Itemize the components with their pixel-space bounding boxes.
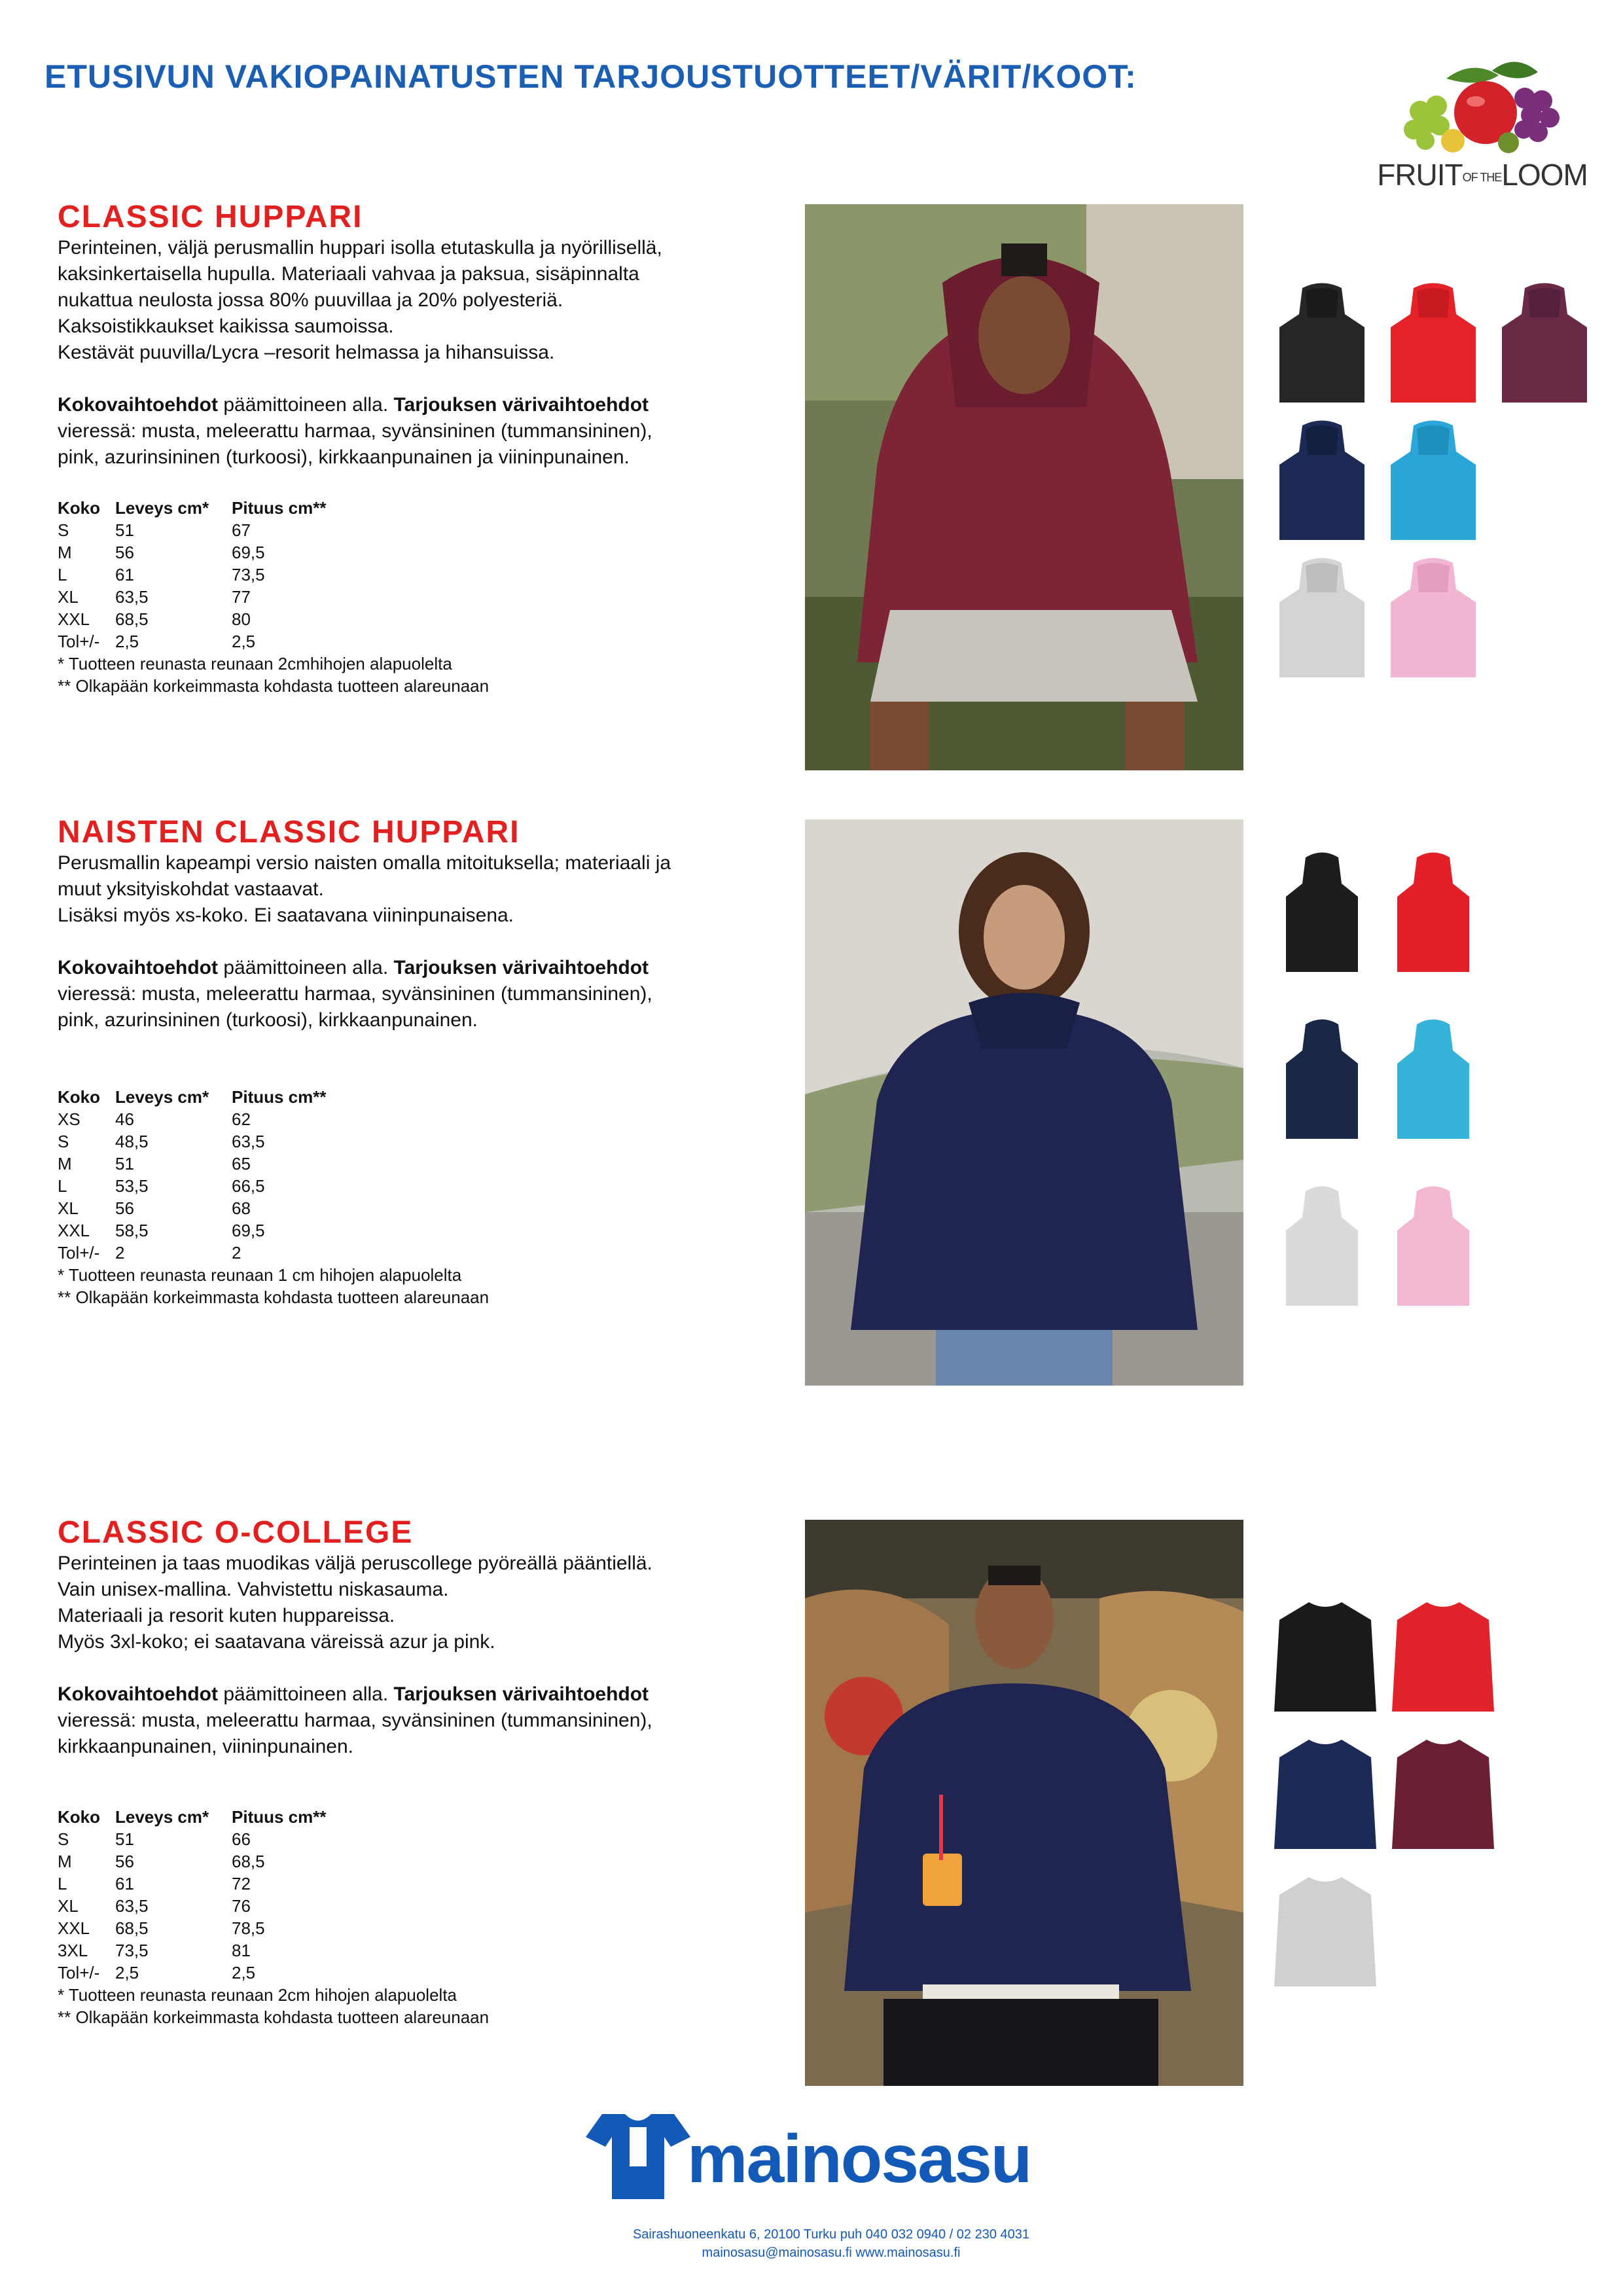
table-row: XL 63,5 77 bbox=[58, 587, 251, 607]
description-line: Vain unisex-mallina. Vahvistettu niskasauma. bbox=[58, 1579, 449, 1600]
table-row: XS 46 62 bbox=[58, 1109, 251, 1129]
table-row: XL 56 68 bbox=[58, 1198, 251, 1218]
swatch-pink bbox=[1387, 556, 1479, 681]
table-row: S 51 67 bbox=[58, 520, 251, 540]
table-row: Tol+/- 2,5 2,5 bbox=[58, 1963, 256, 1982]
section-title: NAISTEN CLASSIC HUPPARI bbox=[58, 815, 520, 850]
table-row: L 61 73,5 bbox=[58, 565, 265, 584]
table-row: XL 63,5 76 bbox=[58, 1896, 251, 1916]
section-classic-huppari bbox=[58, 200, 777, 697]
table-row: S 51 66 bbox=[58, 1829, 251, 1849]
swatch-black bbox=[1276, 851, 1368, 975]
table-row: Tol+/- 2,5 2,5 bbox=[58, 632, 256, 651]
footer-address: Sairashuoneenkatu 6, 20100 Turku puh 040 032 0940 / 02 230 4031 mainosasu@mainosasu.fi www.mainosasu.fi bbox=[632, 2227, 1030, 2260]
table-row: M 51 65 bbox=[58, 1154, 251, 1174]
description-line: kaksinkertaisella hupulla. Materiaali vahvaa ja paksua, sisäpinnalta bbox=[58, 263, 639, 285]
size-table bbox=[58, 1806, 363, 1984]
tshirt-logo-icon bbox=[582, 2108, 694, 2206]
swatch-red bbox=[1391, 1597, 1495, 1715]
footnote: ** Olkapään korkeimmasta kohdasta tuotteen alareunaan bbox=[58, 676, 490, 696]
page-title: ETUSIVUN VAKIOPAINATUSTEN TARJOUSTUOTTEET/VÄRIT/KOOT: bbox=[45, 58, 1137, 95]
fruit-logo-icon bbox=[1374, 52, 1590, 157]
section-title: CLASSIC O-COLLEGE bbox=[58, 1515, 414, 1550]
table-row: M 56 69,5 bbox=[58, 543, 265, 562]
description-line: Perinteinen ja taas muodikas väljä peruscollege pyöreällä pääntiellä. bbox=[58, 1552, 652, 1574]
table-row: XXL 58,5 69,5 bbox=[58, 1221, 265, 1240]
colors-line: vieressä: musta, meleerattu harmaa, syvänsininen (tummansininen), bbox=[58, 1710, 652, 1731]
description-line: Kestävät puuvilla/Lycra –resorit helmassa ja hihansuissa. bbox=[58, 342, 555, 363]
footnote: * Tuotteen reunasta reunaan 2cm hihojen alapuolelta bbox=[58, 1985, 457, 2005]
swatch-azure bbox=[1387, 419, 1479, 543]
description-line: Myös 3xl-koko; ei saatavana väreissä azur ja pink. bbox=[58, 1631, 495, 1653]
description-line: Kaksoistikkaukset kaikissa saumoissa. bbox=[58, 315, 394, 337]
options-line: Kokovaihtoehdot päämittoineen alla. Tarjouksen värivaihtoehdot bbox=[58, 957, 649, 978]
colors-line: vieressä: musta, meleerattu harmaa, syvänsininen (tummansininen), bbox=[58, 420, 652, 442]
footnote: * Tuotteen reunasta reunaan 2cmhihojen alapuolelta bbox=[58, 654, 452, 673]
swatch-burgundy bbox=[1499, 281, 1590, 406]
footer-mainosasu bbox=[576, 2094, 1073, 2278]
table-row: M 56 68,5 bbox=[58, 1852, 265, 1871]
table-row: L 61 72 bbox=[58, 1874, 251, 1893]
section-classic-o-college bbox=[58, 1515, 777, 2028]
fruit-of-the-loom-logo bbox=[1374, 52, 1590, 196]
swatch-black bbox=[1273, 1597, 1378, 1715]
colors-line: vieressä: musta, meleerattu harmaa, syvänsininen (tummansininen), bbox=[58, 983, 652, 1005]
description-line: Perinteinen, väljä perusmallin huppari isolla etutaskulla ja nyörillisellä, bbox=[58, 237, 662, 259]
table-row: Tol+/- 2 2 bbox=[58, 1243, 241, 1263]
table-row: 3XL 73,5 81 bbox=[58, 1941, 251, 1960]
description-line: muut yksityiskohdat vastaavat. bbox=[58, 878, 324, 900]
size-table bbox=[58, 1086, 363, 1264]
product-photo-woman-hoodie bbox=[805, 819, 1243, 1386]
description-line: nukattua neulosta jossa 80% puuvillaa ja 20% polyesteriä. bbox=[58, 289, 563, 311]
table-row: XXL 68,5 80 bbox=[58, 609, 251, 629]
description-line: Lisäksi myös xs-koko. Ei saatavana viininpunaisena. bbox=[58, 905, 514, 926]
options-line: Kokovaihtoehdot päämittoineen alla. Tarjouksen värivaihtoehdot bbox=[58, 394, 649, 416]
swatch-navy bbox=[1273, 1734, 1378, 1852]
footnote: * Tuotteen reunasta reunaan 1 cm hihojen alapuolelta bbox=[58, 1265, 462, 1285]
product-photo-man-sweatshirt bbox=[805, 1520, 1243, 2086]
swatch-heather-grey bbox=[1273, 1872, 1378, 1990]
swatch-burgundy bbox=[1391, 1734, 1495, 1852]
swatch-navy bbox=[1276, 1018, 1368, 1142]
table-row: S 48,5 63,5 bbox=[58, 1132, 265, 1151]
description-line: Perusmallin kapeampi versio naisten omalla mitoituksella; materiaali ja bbox=[58, 852, 671, 874]
table-row: L 53,5 66,5 bbox=[58, 1176, 265, 1196]
options-line: Kokovaihtoehdot päämittoineen alla. Tarjouksen värivaihtoehdot bbox=[58, 1683, 649, 1705]
size-table-header: Koko Leveys cm* Pituus cm** bbox=[58, 1807, 327, 1827]
swatch-navy bbox=[1276, 419, 1368, 543]
swatch-heather-grey bbox=[1276, 556, 1368, 681]
section-naisten-classic-huppari bbox=[58, 815, 777, 1308]
product-photo-man-hoodie bbox=[805, 204, 1243, 770]
table-row: XXL 68,5 78,5 bbox=[58, 1918, 265, 1938]
swatch-red bbox=[1387, 851, 1479, 975]
size-table-header: Koko Leveys cm* Pituus cm** bbox=[58, 498, 327, 518]
section-title: CLASSIC HUPPARI bbox=[58, 200, 363, 234]
colors-line: pink, azurinsininen (turkoosi), kirkkaanpunainen ja viininpunainen. bbox=[58, 446, 630, 468]
swatch-red bbox=[1387, 281, 1479, 406]
colors-line: pink, azurinsininen (turkoosi), kirkkaanpunainen. bbox=[58, 1009, 478, 1031]
swatch-black bbox=[1276, 281, 1368, 406]
description-line: Materiaali ja resorit kuten huppareissa. bbox=[58, 1605, 395, 1626]
footer-brand: mainosasu bbox=[687, 2121, 1031, 2197]
size-table bbox=[58, 497, 363, 653]
swatch-azure bbox=[1387, 1018, 1479, 1142]
size-table-header: Koko Leveys cm* Pituus cm** bbox=[58, 1087, 327, 1107]
swatch-heather-grey bbox=[1276, 1185, 1368, 1309]
footnote: ** Olkapään korkeimmasta kohdasta tuotteen alareunaan bbox=[58, 2007, 490, 2027]
fruit-of-the-loom-wordmark: FRUITOF THELOOM bbox=[1377, 158, 1588, 192]
footnote: ** Olkapään korkeimmasta kohdasta tuotteen alareunaan bbox=[58, 1287, 490, 1307]
swatch-pink bbox=[1387, 1185, 1479, 1309]
colors-line: kirkkaanpunainen, viininpunainen. bbox=[58, 1736, 353, 1757]
